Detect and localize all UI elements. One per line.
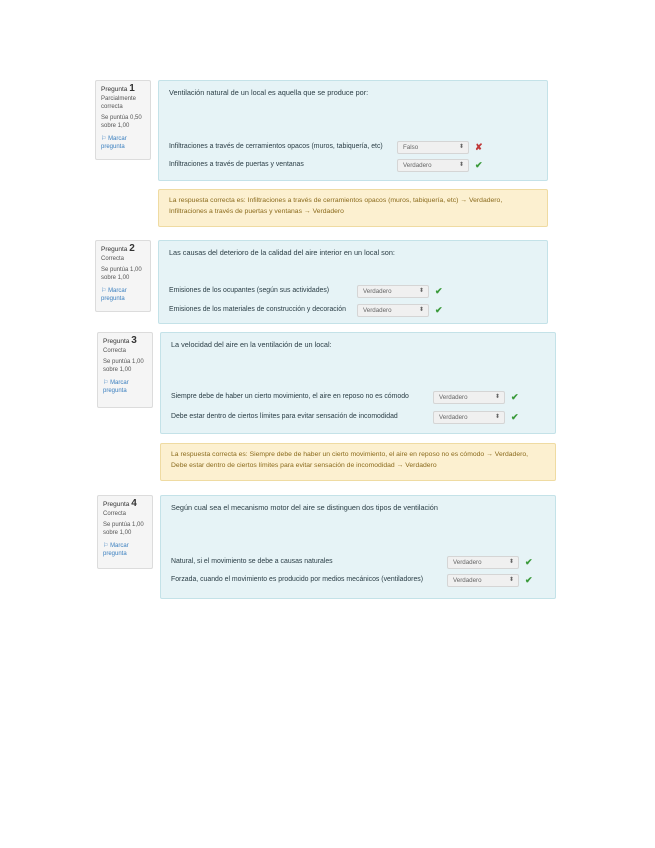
answer-select-value: Falso bbox=[403, 144, 419, 151]
chevron-updown-icon: ⬍ bbox=[418, 307, 424, 313]
answer-text: Debe estar dentro de ciertos límites para evitar sensación de incomodidad bbox=[171, 413, 398, 420]
chevron-updown-icon: ⬍ bbox=[508, 559, 514, 565]
answer-row bbox=[171, 556, 547, 570]
feedback-box: La respuesta correcta es: Siempre debe de haber un cierto movimiento, el aire en reposo no es cómodo → Verdadero, Debe estar dentro de ciertos límites para evitar sensación de incomodidad → Verdadero bbox=[160, 443, 556, 481]
check-icon: ✔ bbox=[475, 160, 483, 170]
answer-select-value: Verdadero bbox=[453, 559, 482, 566]
answer-row bbox=[171, 574, 547, 588]
question-status: Parcialmente correcta bbox=[101, 96, 137, 110]
chevron-updown-icon: ⬍ bbox=[418, 288, 424, 294]
question-info bbox=[97, 495, 153, 569]
answer-text: Forzada, cuando el movimiento es producido por medios mecánicos (ventiladores) bbox=[171, 576, 424, 583]
flag-question-link[interactable] bbox=[101, 287, 145, 303]
check-icon: ✔ bbox=[511, 392, 519, 402]
question-points: Se puntúa 1,00 sobre 1,00 bbox=[103, 359, 144, 373]
question-number bbox=[101, 243, 135, 254]
answer-select[interactable] bbox=[357, 285, 429, 298]
feedback-box: La respuesta correcta es: Infiltraciones a través de cerramientos opacos (muros, tabiquería, etc) → Verdadero, Infiltraciones a través de puertas y ventanas → Verdadero bbox=[158, 189, 548, 227]
flag-question-link[interactable] bbox=[103, 542, 147, 558]
answer-text: Emisiones de los materiales de construcción y decoración bbox=[169, 306, 346, 313]
chevron-updown-icon: ⬍ bbox=[494, 394, 500, 400]
check-icon: ✔ bbox=[525, 575, 533, 585]
question-content bbox=[158, 80, 548, 181]
answer-select[interactable] bbox=[397, 159, 469, 172]
flag-icon: ⚐ bbox=[101, 288, 107, 294]
question-status: Correcta bbox=[103, 511, 127, 517]
question-number-value: 4 bbox=[131, 498, 137, 509]
question-info bbox=[95, 240, 151, 312]
chevron-updown-icon: ⬍ bbox=[458, 144, 464, 150]
check-icon: ✔ bbox=[435, 286, 443, 296]
flag-icon: ⚐ bbox=[103, 543, 109, 549]
check-icon: ✔ bbox=[525, 557, 533, 567]
answer-row bbox=[169, 285, 539, 299]
question-points: Se puntúa 0,50 sobre 1,00 bbox=[101, 115, 142, 129]
question-number-value: 1 bbox=[129, 83, 135, 94]
answer-select[interactable] bbox=[433, 411, 505, 424]
answer-row bbox=[169, 304, 539, 318]
answer-row bbox=[169, 141, 539, 155]
answer-select-value: Verdadero bbox=[439, 414, 468, 421]
question-status: Correcta bbox=[101, 256, 125, 262]
flag-label: Marcar pregunta bbox=[103, 380, 129, 394]
check-icon: ✔ bbox=[511, 412, 519, 422]
answer-text: Infiltraciones a través de cerramientos opacos (muros, tabiquería, etc) bbox=[169, 143, 383, 150]
question-label: Pregunta bbox=[101, 246, 128, 253]
question-number-value: 3 bbox=[131, 335, 137, 346]
answer-select[interactable] bbox=[447, 556, 519, 569]
flag-question-link[interactable] bbox=[103, 379, 147, 395]
question-number bbox=[103, 335, 137, 346]
answer-text: Emisiones de los ocupantes (según sus actividades) bbox=[169, 287, 330, 294]
chevron-updown-icon: ⬍ bbox=[494, 414, 500, 420]
flag-label: Marcar pregunta bbox=[103, 543, 129, 557]
answer-select[interactable] bbox=[397, 141, 469, 154]
answer-select[interactable] bbox=[433, 391, 505, 404]
question-content bbox=[160, 332, 556, 434]
question-info bbox=[95, 80, 151, 160]
answer-select[interactable] bbox=[447, 574, 519, 587]
question-number bbox=[103, 498, 137, 509]
chevron-updown-icon: ⬍ bbox=[458, 162, 464, 168]
question-label: Pregunta bbox=[101, 86, 128, 93]
cross-icon: ✘ bbox=[475, 142, 483, 152]
answer-row bbox=[171, 391, 547, 405]
question-number-value: 2 bbox=[129, 243, 135, 254]
question-points: Se puntúa 1,00 sobre 1,00 bbox=[103, 522, 144, 536]
flag-label: Marcar pregunta bbox=[101, 136, 127, 150]
question-number bbox=[101, 83, 135, 94]
answer-text: Infiltraciones a través de puertas y ventanas bbox=[169, 161, 304, 168]
answer-select[interactable] bbox=[357, 304, 429, 317]
answer-select-value: Verdadero bbox=[439, 394, 468, 401]
question-content bbox=[158, 240, 548, 324]
question-points: Se puntúa 1,00 sobre 1,00 bbox=[101, 267, 142, 281]
answer-select-value: Verdadero bbox=[453, 577, 482, 584]
answer-text: Natural, si el movimiento se debe a causas naturales bbox=[171, 558, 333, 565]
answer-text: Siempre debe de haber un cierto movimiento, el aire en reposo no es cómodo bbox=[171, 393, 409, 400]
flag-icon: ⚐ bbox=[101, 136, 107, 142]
flag-label: Marcar pregunta bbox=[101, 288, 127, 302]
question-text: Las causas del deterioro de la calidad del aire interior en un local son: bbox=[169, 248, 395, 257]
question-status: Correcta bbox=[103, 348, 127, 354]
answer-row bbox=[169, 159, 539, 173]
flag-question-link[interactable] bbox=[101, 135, 145, 151]
chevron-updown-icon: ⬍ bbox=[508, 577, 514, 583]
question-content bbox=[160, 495, 556, 599]
question-label: Pregunta bbox=[103, 501, 130, 508]
question-text: La velocidad del aire en la ventilación de un local: bbox=[171, 340, 332, 349]
check-icon: ✔ bbox=[435, 305, 443, 315]
question-text: Ventilación natural de un local es aquella que se produce por: bbox=[169, 88, 369, 97]
question-text: Según cual sea el mecanismo motor del aire se distinguen dos tipos de ventilación bbox=[171, 503, 438, 512]
question-info bbox=[97, 332, 153, 408]
question-label: Pregunta bbox=[103, 338, 130, 345]
answer-select-value: Verdadero bbox=[363, 307, 392, 314]
answer-select-value: Verdadero bbox=[403, 162, 432, 169]
flag-icon: ⚐ bbox=[103, 380, 109, 386]
answer-row bbox=[171, 411, 547, 425]
answer-select-value: Verdadero bbox=[363, 288, 392, 295]
